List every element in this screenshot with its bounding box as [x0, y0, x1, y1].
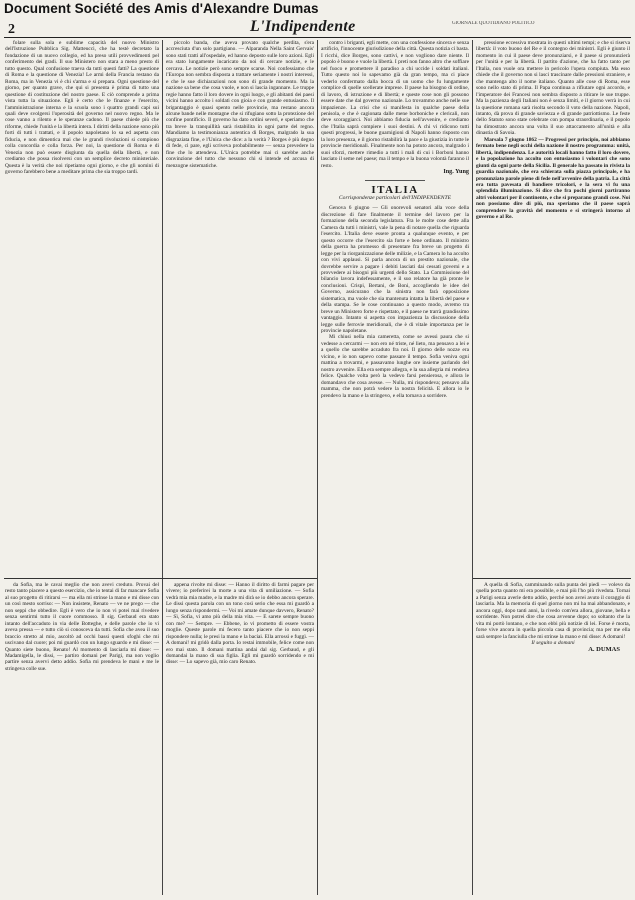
page-number: 2	[8, 22, 15, 37]
small-header: GIORNALE QUOTIDIANO POLITICO	[452, 21, 535, 26]
feuilleton-text: da Sofia, ma le cavai meglio che non avevi creduto. Provai del resto tanto piacere a questo esercizio, che io tentai di far mancare Sofia al suo progetto di ritirarsi — ma ella mi strinse la mano e mi disse con un così mesto sorriso: — Non insistete, Renato — ve ne prego — che non seppi che obbedire. Egli è vero che io non vi potei mai rivedere senza sentirmi tutto il cuore commosso. Il sig. Gerbaud era stato intanto dell'accaduto in via delle Botteghe, e delle parole che io vi aveva pressa — e tutto ciò si conosceva da tutti. Sofia che avea il suo braccio stretto al mio, ascoltò ad occhi bassi questi sfoghi che mi uscivano dal cuore; poi mi guardò con un lungo sguardo e mi disse: — Quanto siete buono, Renato! Al momento di lasciarla mi disse: — Madamigella, le dissi, — partiro domani per Parigi, ma non voglio partire senza avervi detto addio. Sofia mi prendeva le mani e me le stringeva colle sue.	[5, 582, 159, 672]
feuilleton-rule	[4, 578, 317, 579]
column-divider	[472, 40, 473, 895]
author-signature: A. DUMAS	[588, 645, 620, 653]
column-divider	[317, 40, 318, 895]
feuilleton-text: Mi chiusi nella mia cameretta, come se avessi paura che si vedesse a cercarmi — non ero né triste, né lieto, ma pensavo a lei e a quello che sarebbe accaduto fra noi. Il giorno delle nozze era vicino, e io non sapevo come passare il tempo. Sofia veniva ogni mattina a trovarmi, e passavamo lunghe ore insieme parlando del nostro avvenire. Ella era sempre allegra, e la sua allegria mi rendeva felice. Qualche volta però la vedevo farsi pensierosa, e allora le domandavo che cosa avesse. — Nulla, mi rispondeva; pensavo alla mamma, che non potrà vedere la nostra felicità. E allora io le prendevo la mano e la stringevo, e ella tornava a sorridere.	[321, 334, 469, 399]
section-subtitle: Corrispondenze particolari dell'INDIPENDENTE	[338, 194, 452, 201]
continuation-note: Il seguito a domani	[531, 640, 575, 647]
article-text: contro i briganti, egli mette, con una confessione sincera e senza artificio, l'innocente giurisdizione della città. Questa notizia ci basta. I ricchi, dice Borges, sono cattivi, e non vogliono dare niente. Il popolo è buono e vuole la libertà. I preti non fanno altro che soffiare nel fuoco e promettere il paradiso a chi uccide i soldati italiani. Tutto questo noi lo sapevamo già da gran tempo, ma ci piace vederlo confermato dalla bocca di un uomo che fu lungamente complice di quelle scellerate imprese. Il paese ha bisogno di ordine, di lavoro, di istruzione e di libertà; e queste cose non gli possono essere date che dal governo nazionale. Lo trovammo anche nelle sue impazienze. La crisi che si manifesta in qualche paese della penisola, e che è cagionata dalle mene borboniche e clericali, non deve scoraggiarci. Noi abbiamo fiducia nell'avvenire, e crediamo che l'Italia saprà compiere i suoi destini. A chi vi ridicono tutti questi progressi, le buone guarnigioni di Napoli hanno risposto con la loro presenza, e il giorno ristabilirà la pace e la giustizia in tutte le provincie meridionali. Finalmente non ha potuto ancora, malgrado i suoi sforzi, mettere rimedio a tutti i mali di cui i Borboni hanno lasciato il seme nel paese; ma il tempo e la buona volontà faranno il resto.	[321, 40, 469, 169]
article-column-1	[5, 40, 159, 576]
header-rule	[4, 37, 631, 38]
article-column-2	[166, 40, 314, 576]
article-column-3	[321, 40, 469, 895]
feuilleton-text: appena rivolte mi disse: — Hanno il diritto di farmi pagare per vivere; io preferirei la morte a una vita di umiliazione. — Sofia vedrà mia mia madre, e la madre mi dirà se io debbo ancora sperare. Le dissi questa parola con un tono così serio che essa mi guardò a lungo senza rispondermi. — Voi mi amate dunque davvero, Renato? — Sì, Sofia, vi amo più della mia vita. — E sarete sempre buono con me? — Sempre. — Ebbene, io vi prometto di essere vostra moglie. Queste parole mi fecero tanto piacere che io non seppi rispondere nulla; le presi la mano e la baciai. Ella arrossì e fuggì. — A domani! mi gridò dalla porta. Io restai immobile, felice come non ero mai stato. Il domani mattina andai dal sig. Gerbaud, e gli domandai la mano di sua figlia. Egli mi guardò sorridendo e mi disse: — Lo sapevo già, mio caro Renato.	[166, 582, 314, 666]
article-text: folare sulla sola e sublime capacità del nuovo Ministro dell'Istruzione Pubblica Sig. Matteucci, che ha testè decretato la fondazione di un nuovo collegio, ed ha preso utili provvedimenti pel conferimento dei gradi. Il suo Ministero non stara a meno presto di tutto questo. Qual confusione traeva da tutti questi fatti? La questione di Roma e la questione di Venezia! Le armi della Francia restano da Roma, ma in Venezia vi è chi s'arma e si prepara. Ogni questione del giorno, per quanto grave, che qui si presenta è prima di tutto una questione di costituzione del nostro paese. E ciò comprende a prima vista tutta la situazione. Egli è certo che le finanze e l'esercito, l'amministrazione interna e la scuola sono i quattro grandi capi sui quali deve svolgersi l'operosità del governo nel nuovo regno. Ma le cose vanno a rilento e le speranze cadono. Il paese chiede più che riforme, chiede l'unità e la libertà intera. I diritti della nazione sono più forti di tutti i trattati, e il popolo napoletano lo sa ed aspetta con fiducia, e non dimentica mai che le grandi rivoluzioni si compiono colla concordia e colla forza. Per noi, la questione di Roma e di Venezia non può essere disgiunta da quella della libertà, e non crediamo che possa risolversi con un semplice decreto ministeriale. Questa è la verità che noi ripetiamo ogni giorno, e che gli uomini di governo farebbero bene a meditare prima che sia troppo tardi.	[5, 40, 159, 176]
correspondence-text: Genova 6 giugno — Gli onorevoli senatori alla voce della discrezione di fare finalmente il termine del lavoro per la formazione della seconda legislatura. Fra le molte cose dette alla Camera da tutti i ministri, vale la pena di notare quella che riguarda l'esercito. L'Italia deve essere pronta a qualunque evento, e per questo occorre che l'esercito sia forte e bene ordinato. Il ministro della guerra ha promesso di presentare fra breve un progetto di legge per la riorganizzazione delle milizie, e la Camera lo ha accolto con vivi applausi. Si parla ancora di un prestito nazionale, che dovrebbe servire a pagare i debiti lasciati dai cessati governi e a provvedere ai bisogni più urgenti dello Stato. La Commissione del bilancio lavora indefessamente, e il suo relatore ha già pronte le conclusioni. Crispi, Bertani, de Boni, accogliendo le idee del Governo, assicurano che la sinistra non farà opposizione sistematica, ma vuole che sia mantenuta intatta la libertà del paese e della stampa. Se le cose continuano a questo modo, avremo tra breve un Ministero forte e rispettato, e il paese ne trarrà grandissimo vantaggio. Intanto si aspetta con impazienza la discussione della legge sulle ferrovie meridionali, che è di vitale importanza per le provincie napoletane.	[321, 205, 469, 335]
feuilleton-column-4	[476, 582, 630, 896]
section-separator	[365, 180, 424, 181]
feuilleton-column-2	[166, 582, 314, 896]
marsala-dispatch: Marsala 7 giugno 1862 — Progressi per principio, noi abbiamo fermato bene negli occhi della nazione il nostro programma: unità, libertà, indipendenza. Le autorità locali hanno fatto il loro dovere, e la popolazione ha accolto con entusiasmo i volontari che sono giunti da ogni parte della Sicilia. Il generale ha passato in rivista la guardia nazionale, che era schierata sulla piazza principale, e ha pronunziato parole piene di fede nell'avvenire della patria. La città era tutta pavesata di bandiere tricolori, e la sera vi fu una splendida illuminazione. Si dice che fra pochi giorni partiranno altri volontari per il continente, e che si preparano grandi cose. Noi non possiamo dire di più, ma speriamo che il paese saprà comprendere la gravità del momento e si stringerà intorno al governo e al Re.	[476, 136, 630, 221]
article-signature: Ing. Yung	[443, 168, 469, 176]
feuilleton-column-1	[5, 582, 159, 896]
section-title: ITALIA	[371, 183, 419, 196]
column-divider	[162, 40, 163, 895]
article-column-4	[476, 40, 630, 576]
article-text: pressione eccessiva mostrata in questi ultimi tempi; e che si riserva libertà: il voto buono del Re e il contegno dei ministri. Egli è giunto il momento in cui il paese deve pronunziarsi, e il paese si pronunzierà per l'unità e per la libertà. Il partito d'azione, che ha fatto tanto per l'Italia, non vuole ora mettere in pericolo l'opera compiuta. Ma esso chiede che il governo non si lasci trascinare dalle pressioni straniere, e che mantenga alto il nome italiano. Quanto alle cose di Roma, esse sono nello stato di prima. Il Papa continua a rifiutare ogni accordo, e l'imperatore dei Francesi non sembra disposto a ritirare le sue truppe. Ma la pazienza degli Italiani non è senza limiti, e il giorno verrà in cui la questione romana sarà risolta secondo il voto della nazione. Napoli, intanto, dà prova di grande saviezza e di grande patriottismo. Le feste dello Statuto sono state celebrate con pompa straordinaria, e il popolo ha dimostrato ancora una volta il suo attaccamento all'unità e alla dinastia di Savoia.	[476, 40, 630, 137]
feuilleton-text: A quella di Sofia, camminando sulla punta dei piedi — volevo da quella porta quanto mi era possibile, e mai più l'ho più riveduta. Tornai a Parigi senza averle detto addio, perché non avrei avuto il coraggio di lasciarla. Ma la memoria di quel giorno non mi ha mai abbandonato, e ancora oggi, dopo tanti anni, la rivedo com'era allora, giovane, bella e sorridente. Non potrei dire che cosa avvenne dopo; so soltanto che la vita mi portò lontano, e che non ebbi più notizie di lei. Forse è morta, forse vive ancora in quella piccola casa di provincia; ma per me ella sarà sempre la fanciulla che mi strinse la mano e mi disse: A domani!	[476, 582, 630, 640]
newspaper-masthead: L'Indipendente	[250, 18, 356, 35]
feuilleton-rule	[473, 578, 631, 579]
document-banner: Document Société des Amis d'Alexandre Dumas	[4, 1, 319, 16]
article-text: piccolo banda, che aveva provato qualche perdita, s'era accresciuta d'un solo partigiano. — Alparanda Nella Saint Gervais' sono stati tratti all'ospedale, ed hanno deposto sulle loro azioni. Egli era stato lungamente incaricato da noi di cercare notizie, e le cercava. Le notizie però sono sempre scarse. Noi confessiamo che l'Europa non sembra disposta a trattare seriamente i nostri interessi, e che le sue dichiarazioni non sono di grande momento. Ma la nazione sa bene che cosa vuole, e non si lascia ingannare. Le truppe regie hanno fatto il loro dovere in ogni luogo, e gli abitanti dei paesi vicini hanno accolto i soldati con gioia e con grande entusiasmo. Il brigantaggio è quasi spento nelle provincie, ma restano ancora alcune bande nelle montagne che si rifugiano sotto la protezione del confine pontificio. Il governo ha dato ordini severi, e speriamo che tra breve la tranquillità sarà ristabilita in ogni parte del regno. Mandiamo la testimonianza autentica di Borges, malgrado la sua disgraziata fine, e l'Unica che dice: a la verità ? Borges è più degno di fede, ci pare, egli scriveva probabilmente — senza prevedere la fine che lo attendeva. L'Unica potrebbe mai ci sarebbe anche convinzione del tutto che nessuno chi si intende ed accusa di menzogne sistematiche.	[166, 40, 314, 169]
